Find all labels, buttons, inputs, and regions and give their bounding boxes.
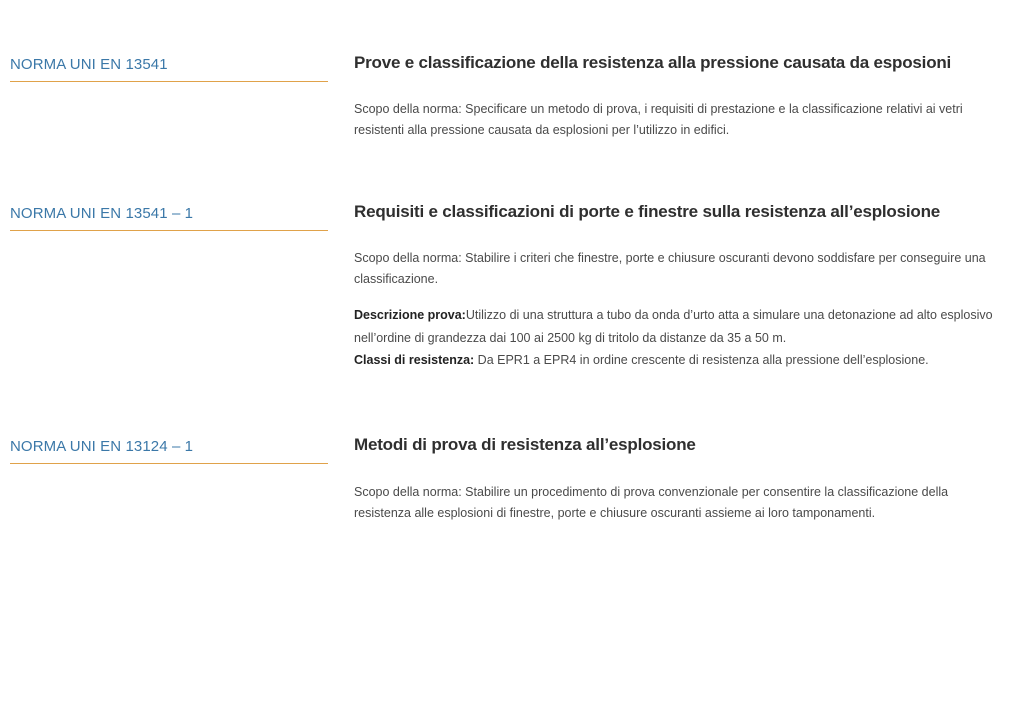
section-title-13124-1: Metodi di prova di resistenza all’esplosione (354, 435, 696, 454)
norm-label-13541-1: NORMA UNI EN 13541 – 1 (10, 205, 328, 231)
norm-label-13541: NORMA UNI EN 13541 (10, 56, 328, 82)
resistance-classes-label: Classi di resistenza: (354, 353, 475, 367)
section-scope-13541-1: Scopo della norma: Stabilire i criteri che finestre, porte e chiusure oscuranti devono soddisfare per conseguire una classificazione. (354, 251, 986, 286)
test-description (354, 304, 1004, 350)
section-scope-13124-1: Scopo della norma: Stabilire un procedimento di prova convenzionale per consentire la classificazione della resistenza alle esplosioni di finestre, porte e chiusure oscuranti assieme ai loro tamponamenti. (354, 485, 949, 520)
test-description-label: Descrizione prova: (354, 308, 466, 322)
norm-label-13124-1: NORMA UNI EN 13124 – 1 (10, 438, 328, 464)
section-title-13541: Prove e classificazione della resistenza alla pressione causata da esposioni (354, 53, 952, 72)
test-description-text: Utilizzo di una struttura a tubo da onda d’urto atta a simulare una detonazione ad alto esplosivo nell’ordine di grandezza dai 100 ai 2500 kg di tritolo da distanze da 35 a 50 m. (354, 308, 993, 345)
resistance-classes-text: Da EPR1 a EPR4 in ordine crescente di resistenza alla pressione dell’esplosione. (474, 353, 929, 367)
section-title-13541-1: Requisiti e classificazioni di porte e finestre sulla resistenza all’esplosione (354, 202, 941, 221)
section-scope-13541: Scopo della norma: Specificare un metodo di prova, i requisiti di prestazione e la classificazione relativi ai vetri resistenti alla pressione causata da esplosioni per l’utilizzo in edifici. (354, 102, 963, 137)
resistance-classes (354, 350, 1004, 371)
